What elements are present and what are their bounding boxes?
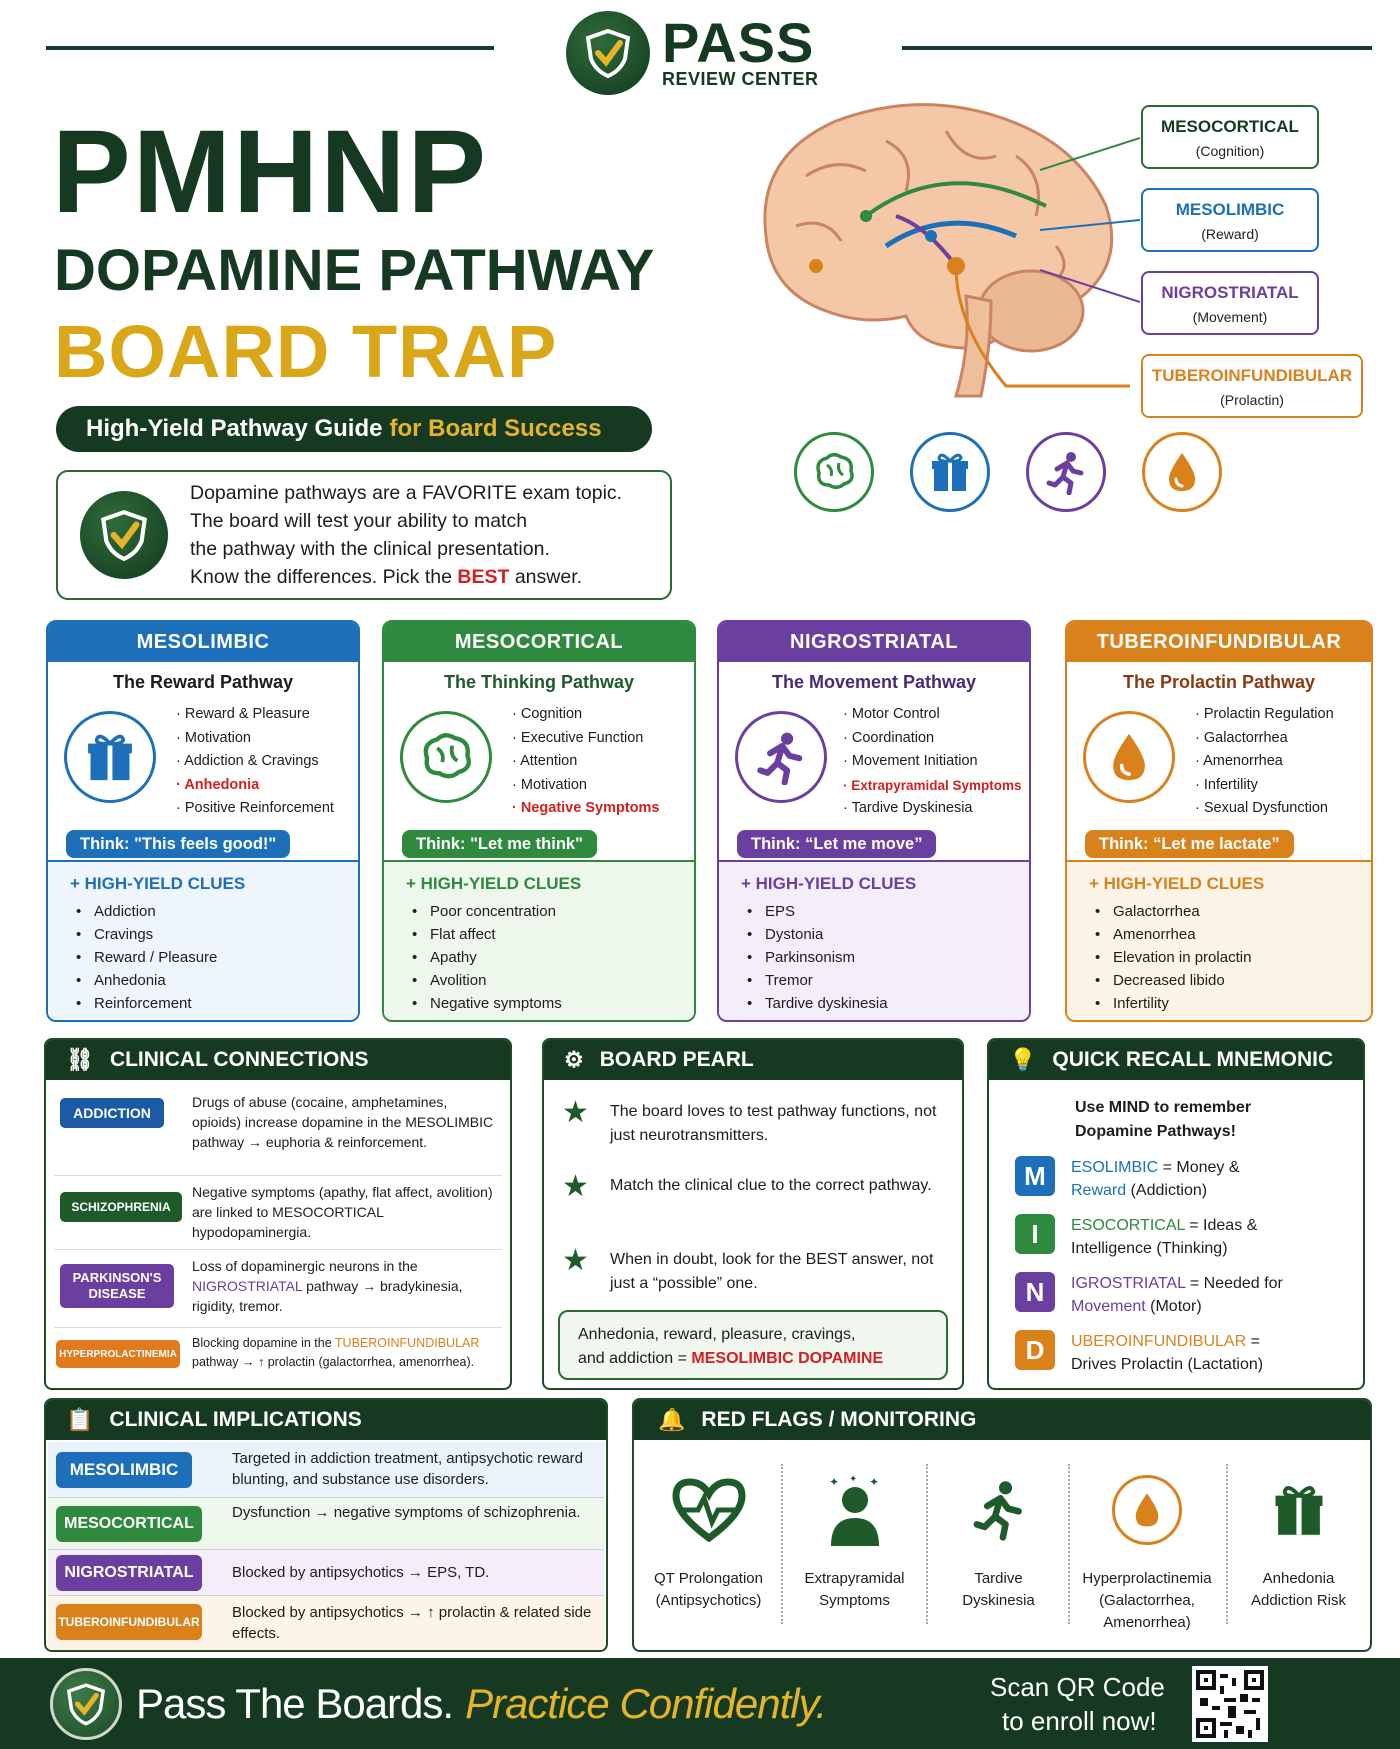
- mnemonic-key: IGROSTRIATAL: [1071, 1275, 1186, 1292]
- mnemonic-text: = Ideas &: [1184, 1217, 1258, 1234]
- shield-logo-icon: [50, 1668, 122, 1740]
- red-flag-item: [1228, 1440, 1369, 1636]
- mnemonic-row: [1015, 1156, 1353, 1202]
- list-item: • Reinforcement: [70, 992, 342, 1015]
- mnemonic-key: ESOLIMBIC: [1071, 1159, 1159, 1176]
- clinical-implications-panel: [44, 1398, 608, 1652]
- red-flag-item: [1070, 1440, 1224, 1636]
- star-icon: ★: [562, 1244, 589, 1277]
- board-pearl-panel: [542, 1038, 964, 1390]
- card-title: NIGROSTRIATAL: [719, 622, 1029, 662]
- qr-cta-line: to enroll now!: [1002, 1706, 1157, 1736]
- gift-icon: [1259, 1470, 1339, 1550]
- list-item: · Movement Initiation: [843, 750, 1022, 774]
- pass-logo: [566, 10, 826, 96]
- brain-icon: [400, 711, 492, 803]
- mnemonic-row: [1015, 1214, 1353, 1260]
- mnemonic-panel: [987, 1038, 1365, 1390]
- list-item: • Elevation in prolactin: [1089, 946, 1355, 969]
- callout-emphasis: MESOLIMBIC DOPAMINE: [691, 1350, 884, 1367]
- card-mesolimbic: [46, 620, 360, 1022]
- clues-title: HIGH-YIELD CLUES: [755, 874, 917, 893]
- red-flag-label: Dyskinesia: [962, 1592, 1035, 1609]
- red-flag-label: Addiction Risk: [1250, 1592, 1347, 1609]
- think-badge: Think: "Let me think": [402, 830, 597, 858]
- divider: [781, 1464, 783, 1624]
- qr-cta[interactable]: [990, 1670, 1165, 1738]
- mnemonic-letter: M: [1015, 1156, 1055, 1196]
- red-flags-panel: [632, 1398, 1372, 1652]
- qr-code[interactable]: [1192, 1666, 1268, 1742]
- running-icon: [735, 711, 827, 803]
- mnemonic-letter: D: [1015, 1330, 1055, 1370]
- card-title: TUBEROINFUNDIBULAR: [1067, 622, 1371, 662]
- row-text-highlight: NIGROSTRIATAL: [192, 1278, 303, 1294]
- pearl-item: [562, 1246, 942, 1296]
- brain-label-name: NIGROSTRIATAL: [1161, 283, 1299, 302]
- high-yield-clues: + HIGH-YIELD CLUES • EPS • Dystonia • Parkinsonism • Tremor • Tardive dyskinesia: [719, 860, 1029, 1020]
- list-item: • Galactorrhea: [1089, 900, 1355, 923]
- tag-nigrostriatal: NIGROSTRIATAL: [56, 1555, 202, 1591]
- list-item: · Infertility: [1195, 774, 1334, 798]
- red-flag-label: Anhedonia: [1262, 1570, 1335, 1587]
- brain-label-sub: (Prolactin): [1220, 392, 1284, 408]
- gift-icon: [64, 711, 156, 803]
- red-flag-label: Amenorrhea): [1103, 1614, 1191, 1631]
- list-item: · Negative Symptoms: [512, 797, 659, 821]
- shield-logo-icon: [80, 491, 168, 579]
- tag-schizophrenia: SCHIZOPHRENIA: [60, 1192, 182, 1222]
- think-badge: Think: “Let me lactate”: [1085, 830, 1294, 858]
- guide-banner: [56, 406, 652, 452]
- running-icon: [959, 1470, 1039, 1550]
- card-nigrostriatal: [717, 620, 1031, 1022]
- clues-title: HIGH-YIELD CLUES: [420, 874, 582, 893]
- table-row: [54, 1252, 502, 1328]
- list-item: • Avolition: [406, 969, 678, 992]
- footer-tagline-gold: Practice Confidently.: [465, 1679, 827, 1727]
- lightbulb-icon: 💡: [1009, 1047, 1037, 1072]
- intro-line: Dopamine pathways are a FAVORITE exam topic.: [190, 482, 623, 504]
- list-item: • Poor concentration: [406, 900, 678, 923]
- page-title: PMHNP: [52, 106, 489, 238]
- brain-label-mesocortical: [1141, 105, 1319, 169]
- brain-label-name: MESOLIMBIC: [1175, 200, 1285, 219]
- mnemonic-row: [1015, 1272, 1353, 1318]
- tag-mesolimbic: MESOLIMBIC: [56, 1452, 192, 1488]
- star-icon: ★: [562, 1096, 589, 1129]
- intro-line: Dopamine Pathways!: [1075, 1123, 1236, 1140]
- mnemonic-intro: [1075, 1096, 1251, 1144]
- tag-tuberoinfundibular: TUBEROINFUNDIBULAR: [56, 1604, 202, 1640]
- card-feature-list: [843, 703, 1022, 816]
- list-item: · Galactorrhea: [1195, 727, 1334, 751]
- brain-label-sub: (Reward): [1201, 226, 1259, 242]
- table-row: [54, 1178, 502, 1250]
- list-item: • Anhedonia: [70, 969, 342, 992]
- guide-banner-main: High-Yield Pathway Guide: [86, 415, 383, 442]
- list-item: • Negative symptoms: [406, 992, 678, 1015]
- mnemonic-key: UBEROINFUNDIBULAR: [1071, 1333, 1247, 1350]
- list-item: • Flat affect: [406, 923, 678, 946]
- running-icon: [1026, 432, 1106, 512]
- row-text: Drugs of abuse (cocaine, amphetamines, opioids) increase dopamine in the MESOLIMBIC pathway → euphoria & reinforcement.: [192, 1094, 494, 1150]
- callout-line: Anhedonia, reward, pleasure, cravings,: [578, 1326, 856, 1343]
- pearl-text: When in doubt, look for the BEST answer, not just a “possible” one.: [610, 1251, 934, 1292]
- person-dizzy-icon: [815, 1470, 895, 1550]
- header-rule-left: [46, 46, 494, 50]
- tag-hyperprolactinemia: HYPERPROLACTINEMIA: [56, 1340, 180, 1368]
- droplet-icon: [1107, 1470, 1187, 1550]
- guide-banner-gold: for Board Success: [389, 415, 602, 442]
- row-text: Blocking dopamine in the: [192, 1336, 335, 1350]
- list-item: • Tremor: [741, 969, 1013, 992]
- list-item: • Dystonia: [741, 923, 1013, 946]
- card-feature-list: [176, 703, 334, 816]
- think-badge: Think: "This feels good!": [66, 830, 290, 858]
- svg-text:✦: ✦: [868, 1475, 879, 1489]
- logo-name: PASS: [662, 10, 815, 74]
- heartbeat-icon: [669, 1470, 749, 1550]
- mnemonic-key: Reward: [1071, 1182, 1127, 1199]
- brain-label-sub: (Movement): [1192, 309, 1268, 325]
- mnemonic-text: (Motor): [1145, 1298, 1202, 1315]
- mnemonic-key: Movement: [1071, 1298, 1146, 1315]
- list-item: • Decreased libido: [1089, 969, 1355, 992]
- intro-emphasis: BEST: [457, 566, 510, 588]
- row-text-highlight: TUBEROINFUNDIBULAR: [334, 1336, 480, 1350]
- card-mesocortical: [382, 620, 696, 1022]
- mnemonic-key: ESOCORTICAL: [1071, 1217, 1185, 1234]
- tag-addiction: ADDICTION: [60, 1098, 164, 1128]
- list-item: · Motivation: [512, 774, 659, 798]
- list-item: · Cognition: [512, 703, 659, 727]
- card-subtitle: The Reward Pathway: [112, 672, 294, 692]
- list-item: • EPS: [741, 900, 1013, 923]
- mnemonic-text: = Money &: [1158, 1159, 1240, 1176]
- footer: [0, 1658, 1400, 1749]
- page-title-line3: BOARD TRAP: [54, 310, 558, 393]
- row-text: Negative symptoms (apathy, flat affect, avolition) are linked to MESOCORTICAL hypodopaminergia.: [192, 1184, 493, 1240]
- intro-line: [190, 563, 622, 591]
- card-subtitle: The Thinking Pathway: [443, 672, 635, 692]
- list-item: · Executive Function: [512, 727, 659, 751]
- red-flag-label: (Antipsychotics): [655, 1592, 762, 1609]
- brain-label-mesolimbic: [1141, 188, 1319, 252]
- think-badge: Think: “Let me move”: [737, 830, 936, 858]
- red-flag-label: Symptoms: [819, 1592, 890, 1609]
- shield-logo-icon: [566, 11, 650, 95]
- intro-line: Use MIND to remember: [1075, 1099, 1252, 1116]
- mnemonic-text: =: [1246, 1333, 1260, 1350]
- tag-parkinsons: PARKINSON'S DISEASE: [60, 1264, 174, 1308]
- intro-line-text: answer.: [514, 566, 583, 588]
- list-item: · Addiction & Cravings: [176, 750, 334, 774]
- clues-title: HIGH-YIELD CLUES: [1103, 874, 1265, 893]
- red-flag-label: Hyperprolactinemia: [1082, 1570, 1212, 1587]
- brain-label-nigrostriatal: [1141, 271, 1319, 335]
- intro-line-text: Know the differences. Pick the: [190, 566, 452, 588]
- brain-label-name: TUBEROINFUNDIBULAR: [1151, 366, 1353, 385]
- list-item: • Parkinsonism: [741, 946, 1013, 969]
- list-item: • Reward / Pleasure: [70, 946, 342, 969]
- list-item: · Extrapyramidal Symptoms: [843, 774, 1022, 798]
- section-title: RED FLAGS / MONITORING: [701, 1408, 977, 1431]
- row-text: Targeted in addiction treatment, antipsychotic reward blunting, and substance use disorders.: [232, 1450, 584, 1488]
- list-item: • Tardive dyskinesia: [741, 992, 1013, 1015]
- intro-line: The board will test your ability to match: [190, 510, 528, 532]
- list-item: · Tardive Dyskinesia: [843, 797, 1022, 821]
- card-subtitle: The Prolactin Pathway: [1122, 672, 1316, 692]
- star-icon: ★: [562, 1170, 589, 1203]
- mnemonic-text: = Needed for: [1185, 1275, 1283, 1292]
- section-title: QUICK RECALL MNEMONIC: [1052, 1048, 1334, 1071]
- red-flag-item: [638, 1440, 779, 1636]
- table-row: [48, 1550, 604, 1596]
- red-flag-label: Extrapyramidal: [804, 1570, 905, 1587]
- row-text: Blocked by antipsychotics → EPS, TD.: [232, 1564, 490, 1581]
- red-flag-label: (Galactorrhea,: [1099, 1592, 1195, 1609]
- mnemonic-text: Drives Prolactin (Lactation): [1071, 1356, 1264, 1373]
- list-item: · Attention: [512, 750, 659, 774]
- list-item: · Prolactin Regulation: [1195, 703, 1334, 727]
- list-item: · Anhedonia: [176, 774, 334, 798]
- list-item: · Motivation: [176, 727, 334, 751]
- qr-cta-line: Scan QR Code: [990, 1672, 1165, 1702]
- clinical-connections-panel: [44, 1038, 512, 1390]
- table-row: [48, 1596, 604, 1650]
- card-title: MESOLIMBIC: [48, 622, 358, 662]
- brain-label-tuberoinfundibular: [1141, 354, 1363, 418]
- brain-label-name: MESOCORTICAL: [1161, 117, 1299, 136]
- red-flag-item: [784, 1440, 925, 1636]
- table-row: [48, 1498, 604, 1550]
- mnemonic-text: (Addiction): [1126, 1182, 1208, 1199]
- intro-box: [56, 470, 672, 600]
- callout-line: and addiction =: [578, 1350, 692, 1367]
- brain-icon: ⚙: [564, 1047, 584, 1072]
- link-icon: ⛓: [66, 1047, 94, 1072]
- row-text: pathway → ↑ prolactin (galactorrhea, amenorrhea).: [192, 1355, 475, 1369]
- gift-icon: [910, 432, 990, 512]
- list-item: • Addiction: [70, 900, 342, 923]
- card-subtitle: The Movement Pathway: [771, 672, 977, 692]
- droplet-icon: [1142, 432, 1222, 512]
- list-item: · Motor Control: [843, 703, 1022, 727]
- card-title: MESOCORTICAL: [384, 622, 694, 662]
- list-item: · Coordination: [843, 727, 1022, 751]
- mnemonic-text: Intelligence (Thinking): [1071, 1240, 1228, 1257]
- card-feature-list: [512, 703, 660, 816]
- red-flag-label: Tardive: [974, 1570, 1023, 1587]
- pearl-text: Match the clinical clue to the correct pathway.: [610, 1177, 932, 1194]
- footer-tagline: Pass The Boards.: [136, 1679, 454, 1727]
- brain-icon: [794, 432, 874, 512]
- page-title-line2: DOPAMINE PATHWAY: [54, 238, 655, 303]
- droplet-icon: [1083, 711, 1175, 803]
- list-item: • Amenorrhea: [1089, 923, 1355, 946]
- list-item: · Sexual Dysfunction: [1195, 797, 1334, 821]
- svg-text:✦: ✦: [828, 1475, 839, 1489]
- card-tuberoinfundibular: [1065, 620, 1373, 1022]
- svg-text:✦: ✦: [848, 1474, 857, 1485]
- mnemonic-letter: N: [1015, 1272, 1055, 1312]
- section-title: CLINICAL CONNECTIONS: [109, 1048, 369, 1071]
- header-rule-right: [902, 46, 1372, 50]
- brain-leader-lines: [1040, 120, 1140, 390]
- list-item: • Cravings: [70, 923, 342, 946]
- row-text: Dysfunction → negative symptoms of schizophrenia.: [232, 1504, 581, 1521]
- list-item: · Amenorrhea: [1195, 750, 1334, 774]
- clues-title: HIGH-YIELD CLUES: [84, 874, 246, 893]
- list-item: • Apathy: [406, 946, 678, 969]
- brain-label-sub: (Cognition): [1195, 143, 1265, 159]
- logo-subtitle: REVIEW CENTER: [662, 68, 819, 89]
- red-flag-item: [928, 1440, 1069, 1636]
- clipboard-icon: 📋: [66, 1407, 94, 1432]
- table-row: [54, 1088, 502, 1176]
- pearl-item: [562, 1098, 942, 1148]
- intro-line: the pathway with the clinical presentation.: [190, 538, 550, 560]
- row-text: Loss of dopaminergic neurons in the: [192, 1258, 418, 1274]
- list-item: · Reward & Pleasure: [176, 703, 334, 727]
- pearl-callout: [558, 1310, 948, 1380]
- red-flag-label: QT Prolongation: [654, 1570, 763, 1587]
- list-item: · Positive Reinforcement: [176, 797, 334, 821]
- table-row: [54, 1330, 502, 1386]
- pearl-text: The board loves to test pathway functions, not just neurotransmitters.: [610, 1103, 937, 1144]
- mnemonic-letter: I: [1015, 1214, 1055, 1254]
- pearl-item: [562, 1172, 942, 1202]
- intro-text: [190, 479, 622, 591]
- section-title: CLINICAL IMPLICATIONS: [109, 1408, 362, 1431]
- high-yield-clues: + HIGH-YIELD CLUES • Galactorrhea • Amenorrhea • Elevation in prolactin • Decreased libido • Infertility: [1067, 860, 1371, 1020]
- list-item: • Infertility: [1089, 992, 1355, 1015]
- mnemonic-row: [1015, 1330, 1353, 1376]
- high-yield-clues: + HIGH-YIELD CLUES • Poor concentration • Flat affect • Apathy • Avolition • Negative symptoms: [384, 860, 694, 1020]
- card-feature-list: [1195, 703, 1334, 816]
- high-yield-clues: + HIGH-YIELD CLUES • Addiction • Cravings • Reward / Pleasure • Anhedonia • Reinforcement: [48, 860, 358, 1020]
- table-row: [48, 1442, 604, 1498]
- row-text: Blocked by antipsychotics → ↑ prolactin & related side effects.: [232, 1604, 592, 1642]
- row-text: pathway → bradykinesia, rigidity, tremor.: [192, 1278, 463, 1314]
- tag-mesocortical: MESOCORTICAL: [56, 1506, 202, 1542]
- section-title: BOARD PEARL: [599, 1048, 754, 1071]
- bell-icon: 🔔: [658, 1407, 686, 1432]
